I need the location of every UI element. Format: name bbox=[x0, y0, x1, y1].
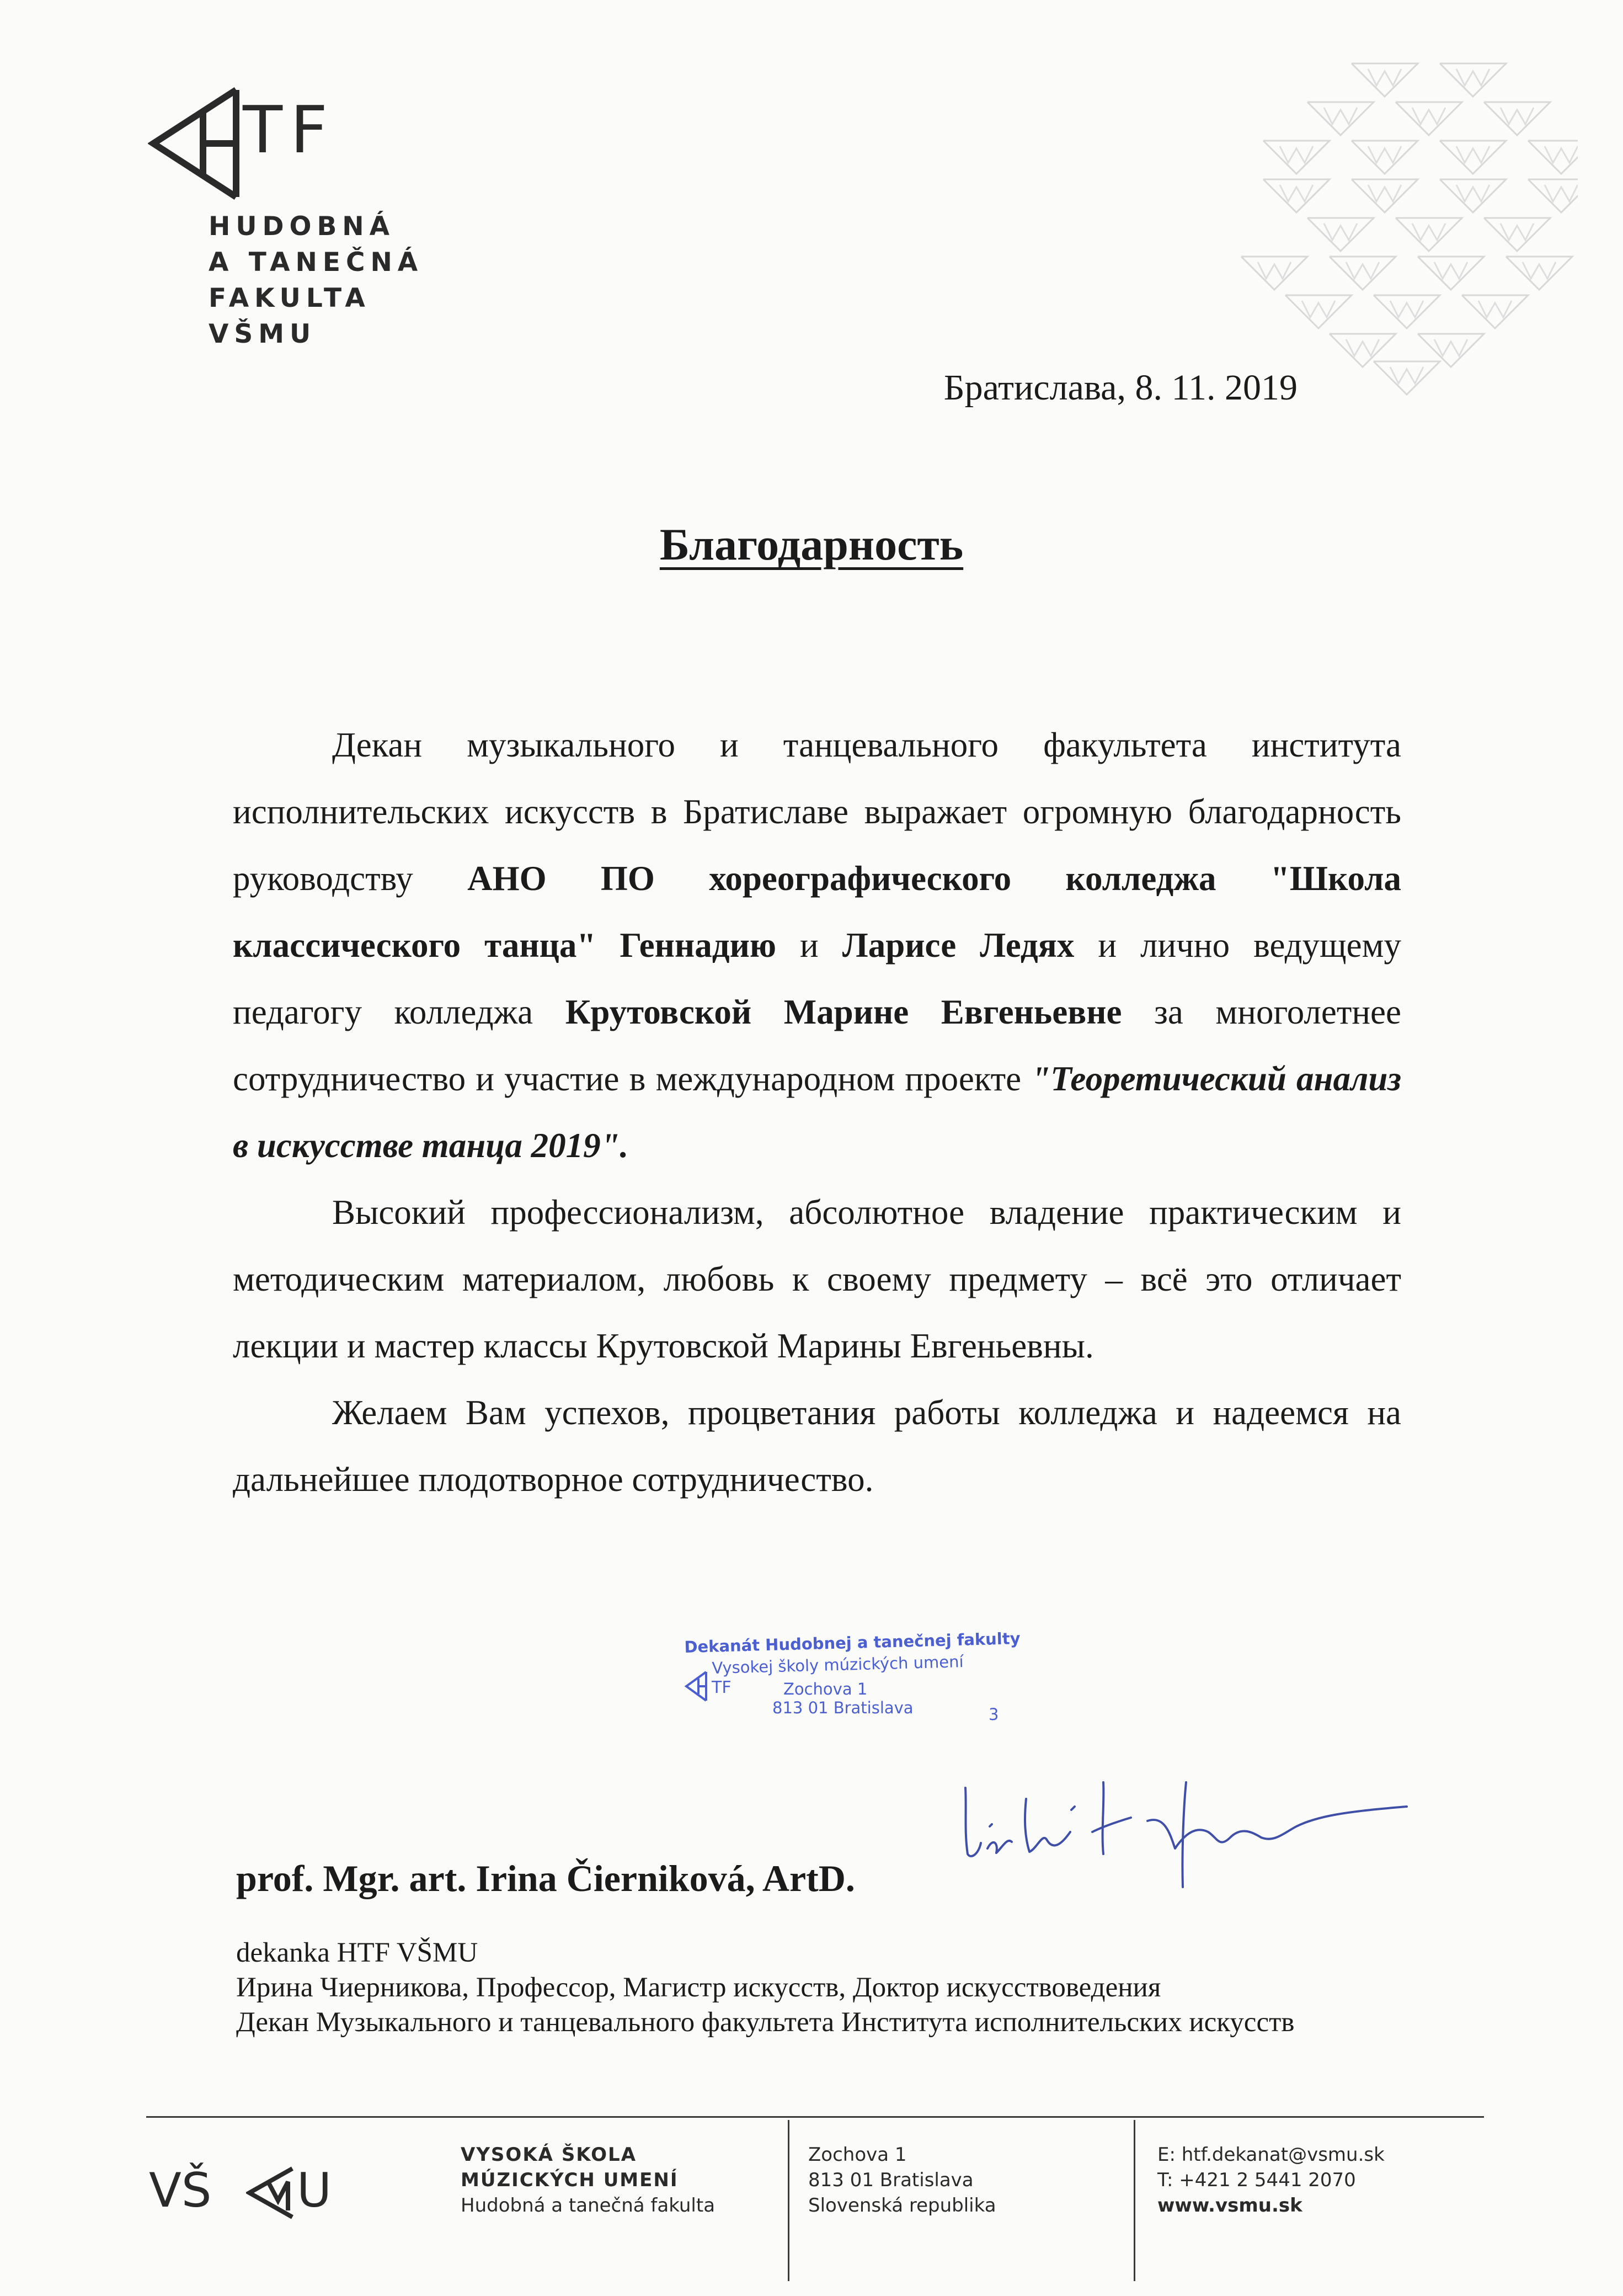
footer-column-divider bbox=[788, 2120, 789, 2281]
pattern-triangle-inner bbox=[1478, 301, 1512, 317]
letter-title: Благодарность bbox=[659, 519, 964, 569]
pattern-triangle bbox=[1374, 361, 1440, 395]
pattern-triangle-inner bbox=[1368, 146, 1401, 163]
footer-line: MÚZICKÝCH UMENÍ bbox=[461, 2169, 679, 2191]
body-text-run: и лично ведущему педагогу колледжа bbox=[233, 926, 1402, 1031]
teacher-name: Крутовской Марине Евгеньевне bbox=[565, 993, 1122, 1031]
footer-line: VYSOKÁ ŠKOLA bbox=[461, 2144, 637, 2166]
footer-email[interactable]: E: htf.dekanat@vsmu.sk bbox=[1157, 2144, 1385, 2166]
footer-institution bbox=[461, 2142, 715, 2218]
pattern-triangle bbox=[1352, 179, 1418, 212]
pattern-triangle bbox=[1263, 179, 1330, 212]
decorative-triangle-pattern bbox=[1208, 52, 1578, 406]
stamp-htf-logo bbox=[684, 1670, 745, 1703]
faculty-name-line: A TANEČNÁ bbox=[209, 247, 424, 278]
college-name: АНО ПО хореографического колледжа "Школа классического танца" Геннадию bbox=[233, 859, 1401, 965]
faculty-name-line: FAKULTA bbox=[209, 283, 371, 313]
footer-column-divider bbox=[1134, 2120, 1135, 2281]
signer-roles bbox=[236, 1936, 1294, 2040]
pattern-triangle bbox=[1440, 179, 1506, 212]
letter-body bbox=[233, 712, 1401, 1513]
pattern-triangle bbox=[1241, 257, 1307, 290]
letter-date: Братислава, 8. 11. 2019 bbox=[943, 367, 1298, 408]
vsmu-logo-right: U bbox=[297, 2163, 332, 2218]
pattern-triangle-inner bbox=[1501, 223, 1534, 240]
pattern-triangle bbox=[1462, 295, 1528, 328]
pattern-triangle-inner bbox=[1456, 146, 1489, 163]
logo-letters: TF bbox=[243, 92, 335, 168]
pattern-triangle bbox=[1352, 141, 1418, 174]
pattern-triangle bbox=[1484, 102, 1550, 135]
pattern-triangle-inner bbox=[1412, 108, 1445, 124]
pattern-triangle-inner bbox=[1280, 185, 1313, 201]
pattern-triangle-inner bbox=[1523, 262, 1556, 279]
pattern-triangle bbox=[1528, 179, 1578, 212]
pattern-triangle-inner bbox=[1545, 185, 1578, 201]
body-paragraph bbox=[233, 712, 1401, 1179]
pattern-triangle bbox=[1307, 102, 1374, 135]
pattern-triangle bbox=[1418, 257, 1484, 290]
pattern-triangle-inner bbox=[1434, 262, 1467, 279]
pattern-triangle bbox=[1440, 141, 1506, 174]
body-text-run: Декан музыкального и танцевального факультета института исполнительских искусств в Братиславе выражает огромную благодарность руководству bbox=[233, 726, 1401, 898]
pattern-triangle bbox=[1506, 257, 1572, 290]
pattern-triangle-inner bbox=[1280, 146, 1313, 163]
footer-line: Hudobná a tanečná fakulta bbox=[461, 2194, 716, 2217]
svg-text:TF: TF bbox=[712, 1678, 732, 1697]
footer-phone: T: +421 2 5441 2070 bbox=[1157, 2169, 1356, 2191]
pattern-triangle-inner bbox=[1545, 146, 1578, 163]
vsmu-logo-mark bbox=[246, 2165, 295, 2220]
pattern-triangle-inner bbox=[1324, 223, 1357, 240]
director-name: Ларисе Ледях bbox=[842, 926, 1075, 965]
footer-address bbox=[808, 2142, 996, 2218]
signer-role-line: dekanka HTF VŠMU bbox=[236, 1937, 478, 1968]
pattern-triangle bbox=[1440, 63, 1506, 97]
stamp-line: Dekanát Hudobnej a tanečnej fakulty bbox=[684, 1629, 1021, 1656]
vsmu-logo-left: VŠ bbox=[149, 2163, 212, 2218]
pattern-triangle-inner bbox=[1390, 367, 1423, 383]
pattern-triangle-inner bbox=[1368, 69, 1401, 86]
footer-line: 813 01 Bratislava bbox=[808, 2169, 974, 2191]
pattern-triangle bbox=[1307, 218, 1374, 251]
pattern-triangle bbox=[1330, 257, 1396, 290]
faculty-name-line: HUDOBNÁ bbox=[209, 211, 396, 242]
footer-contacts bbox=[1157, 2142, 1385, 2218]
footer-line: Zochova 1 bbox=[808, 2144, 907, 2166]
pattern-triangle-inner bbox=[1456, 185, 1489, 201]
pattern-triangle-inner bbox=[1346, 262, 1379, 279]
footer-divider bbox=[146, 2116, 1484, 2118]
pattern-triangle-inner bbox=[1302, 301, 1335, 317]
pattern-triangle bbox=[1528, 141, 1578, 174]
body-paragraph: Высокий профессионализм, абсолютное владение практическим и методическим материалом, любовь к своему предмету – всё это отличает лекции и мастер классы Крутовской Марины Евгеньевны. bbox=[233, 1193, 1401, 1365]
stamp-line: Zochova 1 bbox=[783, 1680, 868, 1698]
vsmu-logo bbox=[149, 2163, 370, 2224]
dean-office-stamp bbox=[684, 1629, 1043, 1732]
pattern-triangle bbox=[1374, 295, 1440, 328]
handwritten-signature bbox=[954, 1749, 1451, 1893]
project-name: "Теоретический анализ в искусстве танца 2019". bbox=[233, 1059, 1401, 1165]
pattern-triangle bbox=[1396, 218, 1462, 251]
stamp-line: 813 01 Bratislava bbox=[772, 1698, 914, 1717]
pattern-triangle-inner bbox=[1390, 301, 1423, 317]
pattern-triangle-inner bbox=[1346, 339, 1379, 356]
faculty-name bbox=[209, 209, 423, 352]
pattern-triangle-inner bbox=[1324, 108, 1357, 124]
pattern-triangle-inner bbox=[1412, 223, 1445, 240]
signer-role-line: Ирина Чиерникова, Профессор, Магистр искусств, Доктор искусствоведения bbox=[236, 1972, 1161, 2003]
pattern-triangle bbox=[1352, 63, 1418, 97]
pattern-triangle-inner bbox=[1501, 108, 1534, 124]
faculty-name-line: VŠMU bbox=[209, 319, 317, 349]
pattern-triangle-inner bbox=[1258, 262, 1291, 279]
footer-website[interactable]: www.vsmu.sk bbox=[1157, 2194, 1302, 2217]
pattern-triangle-inner bbox=[1434, 339, 1467, 356]
signer-name: prof. Mgr. art. Irina Čierniková, ArtD. bbox=[236, 1857, 855, 1899]
pattern-triangle-inner bbox=[1368, 185, 1401, 201]
pattern-triangle-inner bbox=[1456, 69, 1489, 86]
htf-logo-mark bbox=[148, 86, 242, 201]
stamp-number: 3 bbox=[989, 1705, 999, 1724]
signer-role-line: Декан Музыкального и танцевального факультета Института исполнительских искусств bbox=[236, 2007, 1295, 2038]
stamp-line: Vysokej školy múzických umení bbox=[712, 1652, 964, 1677]
pattern-triangle bbox=[1263, 141, 1330, 174]
footer-line: Slovenská republika bbox=[808, 2194, 996, 2217]
body-paragraph: Желаем Вам успехов, процветания работы колледжа и надеемся на дальнейшее плодотворное сотрудничество. bbox=[233, 1393, 1401, 1499]
pattern-triangle bbox=[1285, 295, 1352, 328]
body-text-run: и bbox=[776, 926, 842, 965]
body-text-run: за многолетнее сотрудничество и участие в международном проекте bbox=[233, 993, 1401, 1098]
pattern-triangle bbox=[1484, 218, 1550, 251]
pattern-triangle bbox=[1396, 102, 1462, 135]
